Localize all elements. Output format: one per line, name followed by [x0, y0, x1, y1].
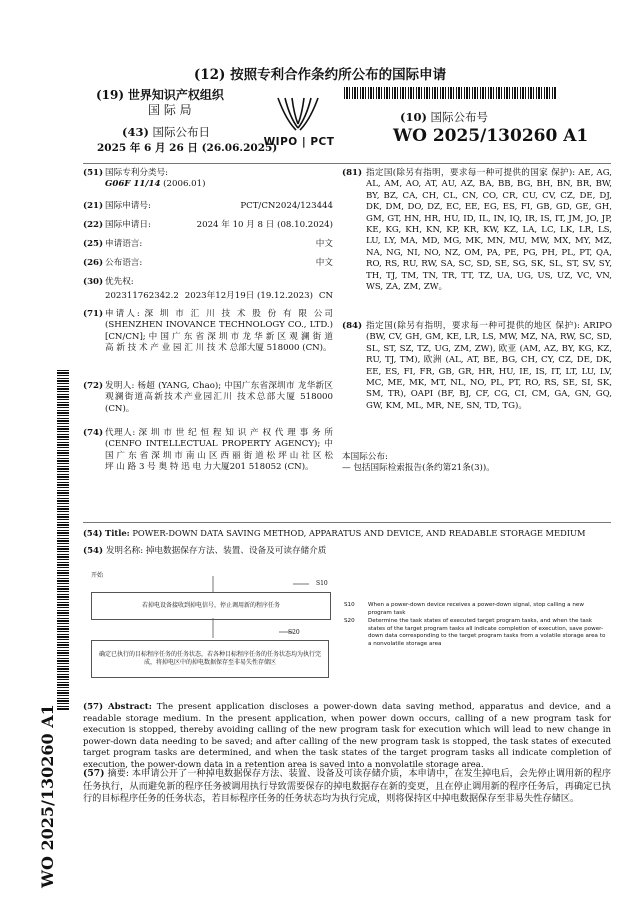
field-74-code: (74) — [83, 428, 104, 438]
field-25-label: 申请语言: — [105, 239, 143, 249]
legend-s10-text: When a power-down device receives a power-down signal, stop calling a new program task — [368, 602, 584, 616]
field-30-date: 2023年12月19日 (19.12.2023) — [184, 291, 313, 302]
field-84-text: 指定国(除另有指明，要求每一种可提供的地区 保护): ARIPO (BW, CV, GH, GM, KE, LR, LS, MW, MZ, NA, RW, SC, SD, SL, ST, SZ, TZ, UG, ZM, ZW), 欧亚 (AM, AZ, BY, KG, KZ, RU, TJ, TM), 欧洲 (AL, AT, BE, BG, CH, CY, CZ, DE, DK, EE, ES, FI, FR, GB, GR, HR, HU, IE, IS, IT, LT, LU, LV, MC, ME, MK, MT, NL, NO, PL, PT, RO, RS, SE, SI, SK, SM, TR), OAPI (BF, BJ, CF, CG, CI, CM, GA, GN, GQ, GW, KM, ML, MR, NE, SN, TD, TG)。 — [366, 321, 612, 411]
flow-step-s10-text: 若掉电设备接收到掉电信号，停止调用新的程序任务 — [141, 602, 280, 609]
field-51-date: (2006.01) — [160, 179, 206, 190]
field-71 — [83, 309, 333, 355]
field-30 — [83, 277, 333, 303]
publication-info — [342, 452, 612, 475]
title-zh — [83, 546, 611, 557]
field-81-text: 指定国(除另有指明，要求每一种可提供的国家 保护): AE, AG, AL, AM, AO, AT, AU, AZ, BA, BB, BG, BH, BN, BR, BW, BY, BZ, CA, CH, CL, CN, CO, CR, CU, CV, CZ, DE, DJ, DK, DM, DO, DZ, EC, EE, EG, ES, FI, GB, GD, GE, GH, GM, GT, HN, HR, HU, ID, IL, IN, IQ, IR, IS, IT, JM, JO, JP, KE, KG, KH, KN, KP, KR, KW, KZ, LA, LC, LK, LR, LS, LU, LY, MA, MD, MG, MK, MN, MU, MW, MX, MY, MZ, NA, NG, NI, NO, NZ, OM, PA, PE, PG, PH, PL, PT, QA, RO, RS, RU, RW, SA, SC, SD, SE, SG, SK, SL, ST, SV, SY, TH, TJ, TM, TN, TR, TT, TZ, UA, UG, US, UZ, VC, VN, WS, ZA, ZM, ZW。 — [366, 168, 612, 293]
abstract-en-code: (57) — [83, 702, 104, 712]
flow-s20-label: S20 — [288, 629, 300, 636]
legend-s20 — [344, 618, 606, 648]
field-26-label: 公布语言: — [105, 258, 143, 268]
title-en-code: (54) — [83, 528, 103, 538]
field-26-code: (26) — [83, 258, 104, 268]
field-84 — [342, 321, 612, 412]
field-74-text: 代理人: 深 圳 市 世 纪 恒 程 知 识 产 权 代 理 事 务 所 (CENFO INTELLECTUAL PROPERTY AGENCY); 中 国 广 东 省 深 圳 市 南 山 区 西 丽 街 道 松 坪 山 社 区 松 坪 山 路 3 号 奥 特 迅 电 力大厦201 518052 (CN)。 — [105, 428, 333, 473]
abstract-en-text: The present application discloses a power-down data saving method, apparatus and device, and a readable storage medium. In the present application, when power down occurs, calling of a new program task for execution is stopped, thereby avoiding calling of the new program task for execution which will lead to new change in power-down data needing to be saved; and after calling of the new program task is stopped, the task states of executed target program tasks are determined, and when the task states of the target program tasks all indicate completion of execution, the power-down data in a retention area is saved into a nonvolatile storage area. — [83, 702, 612, 770]
org-code: (19) — [96, 88, 125, 102]
field-51-value: G06F 11/14 — [105, 179, 161, 190]
legend-s20-text: Determine the task states of executed target program tasks, and when the task states of the target program tasks all indicate completion of execution, save power-down data corresponding to the target program tasks from a volatile storage area to a nonvolatile storage area — [368, 618, 606, 647]
title-zh-text: 发明名称: 掉电数据保存方法、装置、设备及可读存储介质 — [105, 546, 327, 556]
field-22-value: 2024 年 10 月 8 日 (08.10.2024) — [196, 220, 333, 230]
field-21 — [83, 201, 333, 212]
flowchart-lines — [83, 570, 343, 700]
legend-s20-code: S20 — [344, 618, 355, 624]
title-en-label: Title: — [105, 528, 130, 538]
pub-no-code: (10) — [400, 110, 427, 124]
side-barcode — [57, 370, 69, 710]
pub-date-value: 2025 年 6 月 26 日 (26.06.2025) — [97, 142, 278, 154]
field-30-label: 优先权: — [105, 277, 134, 287]
flow-step-s20-text: 确定已执行的目标程序任务的任务状态，若各种目标程序任务的任务状态均为执行完成，将掉电区中的掉电数据保存至非易失性存储区 — [98, 651, 321, 666]
abstract-en-label: Abstract: — [107, 702, 152, 712]
field-81-code: (81) — [342, 168, 363, 178]
title-en — [83, 528, 611, 539]
legend-s10 — [344, 602, 606, 617]
title-en-text: POWER-DOWN DATA SAVING METHOD, APPARATUS AND DEVICE, AND READABLE STORAGE MEDIUM — [132, 528, 586, 538]
field-72-code: (72) — [83, 381, 104, 391]
field-72 — [83, 381, 333, 415]
abstract-zh — [83, 768, 611, 806]
field-21-label: 国际申请号: — [105, 201, 151, 211]
field-84-code: (84) — [342, 321, 363, 331]
flow-step-s20-box — [91, 640, 329, 678]
title-zh-code: (54) — [83, 546, 104, 556]
field-25-value: 中文 — [315, 239, 333, 249]
pub-date-code: (43) — [122, 125, 149, 139]
header-barcode — [344, 87, 556, 99]
pub-no-label: 国际公布号 — [430, 110, 489, 124]
field-30-code: (30) — [83, 277, 104, 287]
field-74 — [83, 428, 333, 474]
field-26 — [83, 258, 333, 269]
field-21-value: PCT/CN2024/123444 — [240, 201, 333, 211]
publication-label: 本国际公布: — [342, 452, 388, 462]
field-25-code: (25) — [83, 239, 104, 249]
abstract-zh-label: 摘要: — [107, 768, 129, 779]
header-rule — [83, 163, 611, 164]
org-sub: 国 际 局 — [148, 103, 192, 117]
side-publication-number: WO 2025/130260 A1 — [38, 704, 57, 888]
field-22-code: (22) — [83, 220, 104, 230]
pub-no-block — [400, 109, 488, 125]
field-71-text: 申请人: 深 圳 市 汇 川 技 术 股 份 有 限 公司(SHENZHEN INOVANCE TECHNOLOGY CO., LTD.) [CN/CN]; 中 国 广 东 省 深 圳 市 龙 华 新 区 观 澜 街 道 高 新 技 术 产 业 园 汇 川 技 术 总部大厦 518000 (CN)。 — [105, 309, 333, 354]
field-30-number: 202311762342.2 — [105, 291, 179, 302]
pub-date-block — [122, 124, 210, 140]
pub-no-value: WO 2025/130260 A1 — [393, 126, 589, 146]
publication-item: — 包括国际检索报告(条约第21条(3))。 — [342, 463, 495, 474]
field-51-code: (51) — [83, 168, 104, 178]
wipo-logo-text: WIPO | PCT — [263, 136, 335, 148]
field-71-code: (71) — [83, 309, 104, 319]
pub-date-label: 国际公布日 — [152, 125, 211, 139]
flow-s10-label: S10 — [316, 580, 328, 587]
flow-start-label: 开始 — [91, 572, 104, 579]
document-title: (12) 按照专利合作条约所公布的国际申请 — [193, 67, 447, 83]
org-name: 世界知识产权组织 — [127, 88, 224, 102]
field-51 — [83, 168, 333, 191]
flow-step-s10-box — [91, 592, 331, 620]
field-51-label: 国际专利分类号: — [105, 168, 169, 178]
field-21-code: (21) — [83, 201, 104, 211]
field-72-text: 发明人: 杨超 (YANG, Chao); 中国广东省深圳市 龙华新区观澜街道高新技术产业园汇川 技术总部大厦 518000 (CN)。 — [105, 381, 333, 414]
field-26-value: 中文 — [315, 258, 333, 268]
abstract-zh-code: (57) — [83, 768, 105, 779]
legend-s10-code: S10 — [344, 602, 355, 608]
abstract-zh-text: 本申请公开了一种掉电数据保存方法、装置、设备及可读存储介质，本申请中，在发生掉电后，会先停止调用新的程序任务执行，从而避免新的程序任务被调用执行导致需要保存的掉电数据存在新的变更，且在停止调用新的程序任务后，再确定已执行的目标程序任务的任务状态，若目标程序任务的任务状态均为执行完成，则将保持区中掉电数据保存至非易失性存储区。 — [83, 768, 612, 805]
field-22 — [83, 220, 333, 231]
wipo-logo — [258, 94, 338, 152]
field-22-label: 国际申请日: — [105, 220, 151, 230]
abstract-en — [83, 702, 611, 772]
field-81 — [342, 168, 612, 293]
titles-rule — [83, 522, 611, 523]
field-30-country: CN — [318, 291, 333, 302]
field-25 — [83, 239, 333, 250]
